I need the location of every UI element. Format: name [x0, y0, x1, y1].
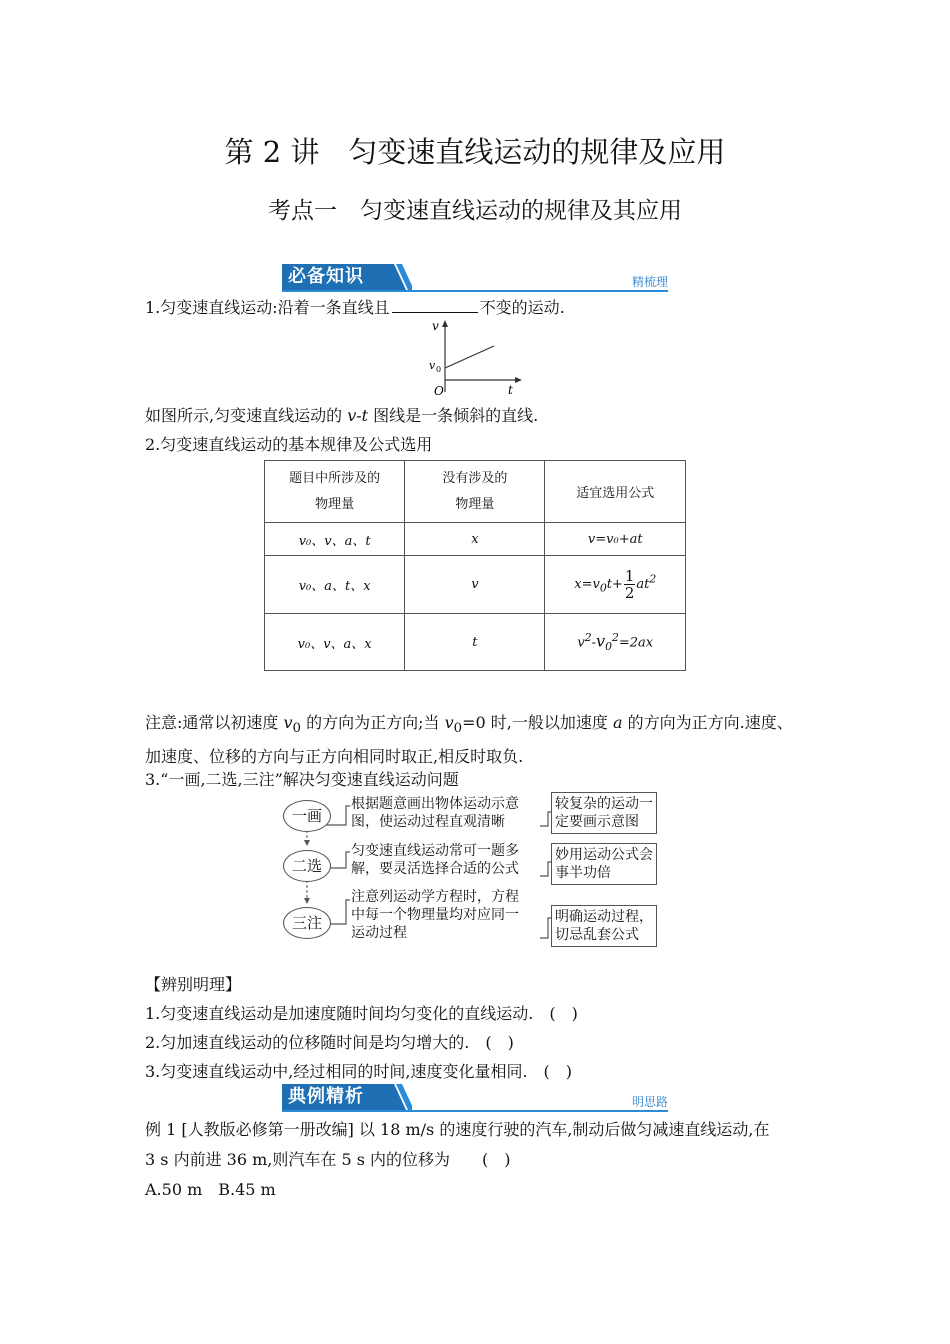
table-row	[265, 523, 686, 556]
discern-item: 2.匀加速直线运动的位移随时间是均匀增大的. ( )	[145, 1033, 514, 1052]
banner-label: 典例精析	[288, 1086, 364, 1107]
f-text: v	[596, 631, 606, 651]
table-cell: v	[405, 556, 545, 614]
flow-step-choose: 二选	[283, 850, 331, 882]
frac-num: 1	[624, 567, 635, 585]
table-header	[265, 461, 405, 523]
tip-line: 切忌乱套公式	[555, 927, 639, 943]
f-text: x=v	[574, 577, 600, 592]
page-title: 第 2 讲 匀变速直线运动的规律及应用	[224, 135, 726, 169]
caption-before: 如图所示,匀变速直线运动的	[145, 406, 348, 425]
note-sub: 0	[453, 721, 463, 737]
fraction-half	[624, 568, 636, 601]
header-text: 物理量	[455, 496, 495, 512]
graph-caption	[145, 406, 538, 426]
note-text: 加速度、位移的方向与正方向相同时取正,相反时取负.	[145, 747, 524, 767]
example-options: A.50 m B.45 m	[145, 1180, 276, 1199]
header-text: 没有涉及的	[442, 470, 508, 486]
discern-heading: 【辨别明理】	[145, 975, 242, 994]
discern-item: 3.匀变速直线运动中,经过相同的时间,速度变化量相同. ( )	[145, 1062, 573, 1081]
note	[145, 709, 793, 771]
f-text: =2ax	[618, 635, 654, 651]
desc-line: 运动过程	[351, 925, 407, 941]
example-line-1: 例 1 [人教版必修第一册改编] 以 18 m/s 的速度行驶的汽车,制动后做匀减速直线运动,在	[145, 1120, 770, 1139]
note-sub: 0	[292, 721, 302, 737]
table-cell: v₀、a、t、x	[265, 556, 405, 614]
banner-example-analysis	[282, 1084, 668, 1112]
flow-desc-3	[351, 888, 519, 942]
table-header	[405, 461, 545, 523]
x-axis-label: t	[508, 383, 513, 397]
table-header: 适宜选用公式	[545, 461, 686, 523]
tip-line: 妙用运动公式会	[555, 847, 653, 863]
f-sup: 2	[584, 631, 592, 645]
example-line-2: 3 s 内前进 36 m,则汽车在 5 s 内的位移为 ( )	[145, 1150, 511, 1169]
note-text: 的方向为正方向;当	[301, 713, 445, 732]
banner-label: 必备知识	[288, 266, 364, 287]
desc-line: 注意列运动学方程时，方程	[351, 889, 519, 905]
table-row	[265, 614, 686, 671]
caption-after: 图线是一条倾斜的直线.	[368, 406, 539, 425]
banner-underline	[282, 1110, 668, 1112]
desc-line: 图，使运动过程直观清晰	[351, 814, 505, 830]
banner-underline	[282, 290, 668, 292]
flow-step-draw: 一画	[283, 800, 331, 832]
item-2: 2.匀变速直线运动的基本规律及公式选用	[145, 435, 433, 454]
flow-desc-1	[351, 795, 519, 831]
tip-line: 事半功倍	[555, 865, 611, 881]
flow-tip-1	[551, 792, 657, 834]
f-sub: 0	[599, 581, 607, 595]
item-1-text-before: 1.匀变速直线运动:沿着一条直线且	[145, 298, 390, 317]
header-text: 物理量	[315, 496, 355, 512]
table-cell-formula	[545, 614, 686, 671]
origin-label: O	[434, 384, 444, 398]
f-text: -	[591, 635, 597, 651]
desc-line: 中每一个物理量均对应同一	[351, 907, 519, 923]
table-cell: x	[405, 523, 545, 556]
flow-tip-2	[551, 843, 657, 885]
frac-den: 2	[624, 584, 635, 602]
note-var: a	[612, 713, 623, 732]
vt-graph	[420, 318, 530, 400]
v0-sub: 0	[436, 365, 442, 374]
banner-tag: 精梳理	[631, 275, 668, 289]
table-cell: v₀、v、a、x	[265, 614, 405, 671]
note-text: =0 时,一般以加速度	[462, 713, 613, 732]
item-3: 3.“一画,二选,三注”解决匀变速直线运动问题	[145, 770, 459, 789]
f-sub: 0	[605, 639, 612, 653]
v0-label: v	[429, 359, 436, 372]
desc-line: 解，要灵活选择合适的公式	[351, 861, 519, 877]
item-1-text-after: 不变的运动.	[479, 298, 565, 317]
table-row	[265, 556, 686, 614]
note-var: v	[283, 713, 293, 732]
table-cell: v=v₀+at	[545, 523, 686, 556]
banner-essential-knowledge	[282, 264, 668, 292]
table-cell-formula	[545, 556, 686, 614]
banner-tag: 明思路	[631, 1095, 668, 1109]
note-text: 的方向为正方向.速度、	[622, 713, 793, 732]
item-1	[145, 298, 565, 318]
vt-line	[445, 346, 494, 368]
table-header-row	[265, 461, 686, 523]
caption-vt: v-t	[347, 406, 369, 425]
note-var: v	[444, 713, 454, 732]
table-cell: v₀、v、a、t	[265, 523, 405, 556]
desc-line: 根据题意画出物体运动示意	[351, 796, 519, 812]
x-axis-arrow	[515, 377, 522, 383]
f-sup: 2	[611, 631, 619, 645]
tip-line: 较复杂的运动一	[555, 796, 653, 812]
tip-line: 定要画示意图	[555, 814, 639, 830]
header-text: 题目中所涉及的	[289, 470, 381, 486]
table-cell: t	[405, 614, 545, 671]
fill-blank	[392, 298, 478, 313]
y-axis-arrow	[442, 320, 448, 327]
formula-table	[264, 460, 686, 671]
flow-step-note: 三注	[283, 907, 331, 939]
tip-line: 明确运动过程，	[555, 909, 653, 925]
flow-tip-3	[551, 905, 657, 947]
f-sup: 2	[649, 572, 657, 586]
note-text: 注意:通常以初速度	[145, 713, 284, 732]
connector-arrow	[304, 840, 310, 846]
section-title: 考点一 匀变速直线运动的规律及其应用	[268, 198, 682, 224]
discern-item: 1.匀变速直线运动是加速度随时间均匀变化的直线运动. ( )	[145, 1004, 578, 1023]
f-text: at	[636, 577, 650, 592]
flow-desc-2	[351, 842, 519, 878]
y-axis-label: v	[432, 319, 439, 333]
f-text: t+	[606, 577, 623, 592]
f-text: v	[577, 635, 585, 651]
connector-arrow	[304, 898, 310, 904]
desc-line: 匀变速直线运动常可一题多	[351, 843, 519, 859]
